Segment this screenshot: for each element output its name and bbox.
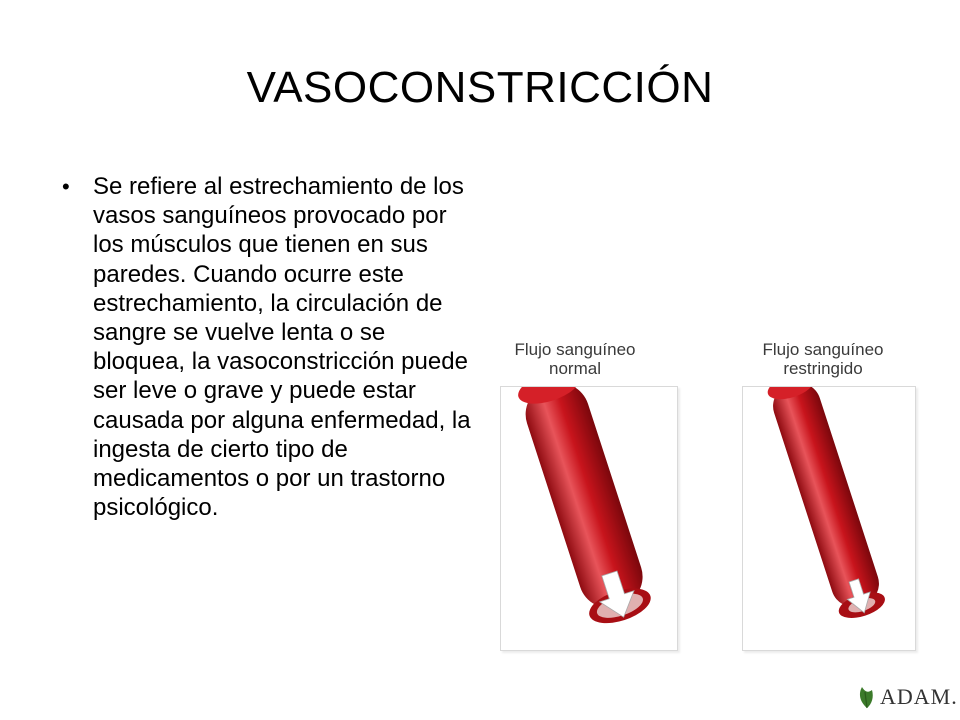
label-restricted-line1: Flujo sanguíneo [762, 340, 884, 359]
leaf-icon [856, 684, 878, 710]
bullet-text: Se refiere al estrechamiento de los vasos sanguíneos provocado por los músculos que tienen en sus paredes. Cuando ocurre este estrechamiento, la circulación de sangre se vuelve lenta o se bloquea, la vasoconstricción puede ser leve o grave y puede estar causada por alguna enfermedad, la ingesta de cierto tipo de medicamentos o por un trastorno psicológico. [93, 173, 471, 522]
panel-restricted [742, 386, 916, 651]
vessel-restricted-body [767, 387, 884, 613]
label-restricted-line2: restringido [783, 359, 863, 378]
panel-normal [500, 386, 678, 651]
label-normal [490, 340, 660, 378]
vessel-restricted-illustration [743, 387, 915, 650]
label-normal-line2: normal [549, 359, 601, 378]
label-normal-line1: Flujo sanguíneo [514, 340, 636, 359]
slide-title: VASOCONSTRICCIÓN [246, 63, 714, 112]
bullet-dot: • [62, 174, 70, 199]
vessel-normal-illustration [501, 387, 677, 650]
vessel-normal-body [518, 387, 651, 616]
logo-text: ADAM. [880, 684, 958, 709]
label-restricted [738, 340, 908, 378]
adam-logo [856, 682, 958, 712]
